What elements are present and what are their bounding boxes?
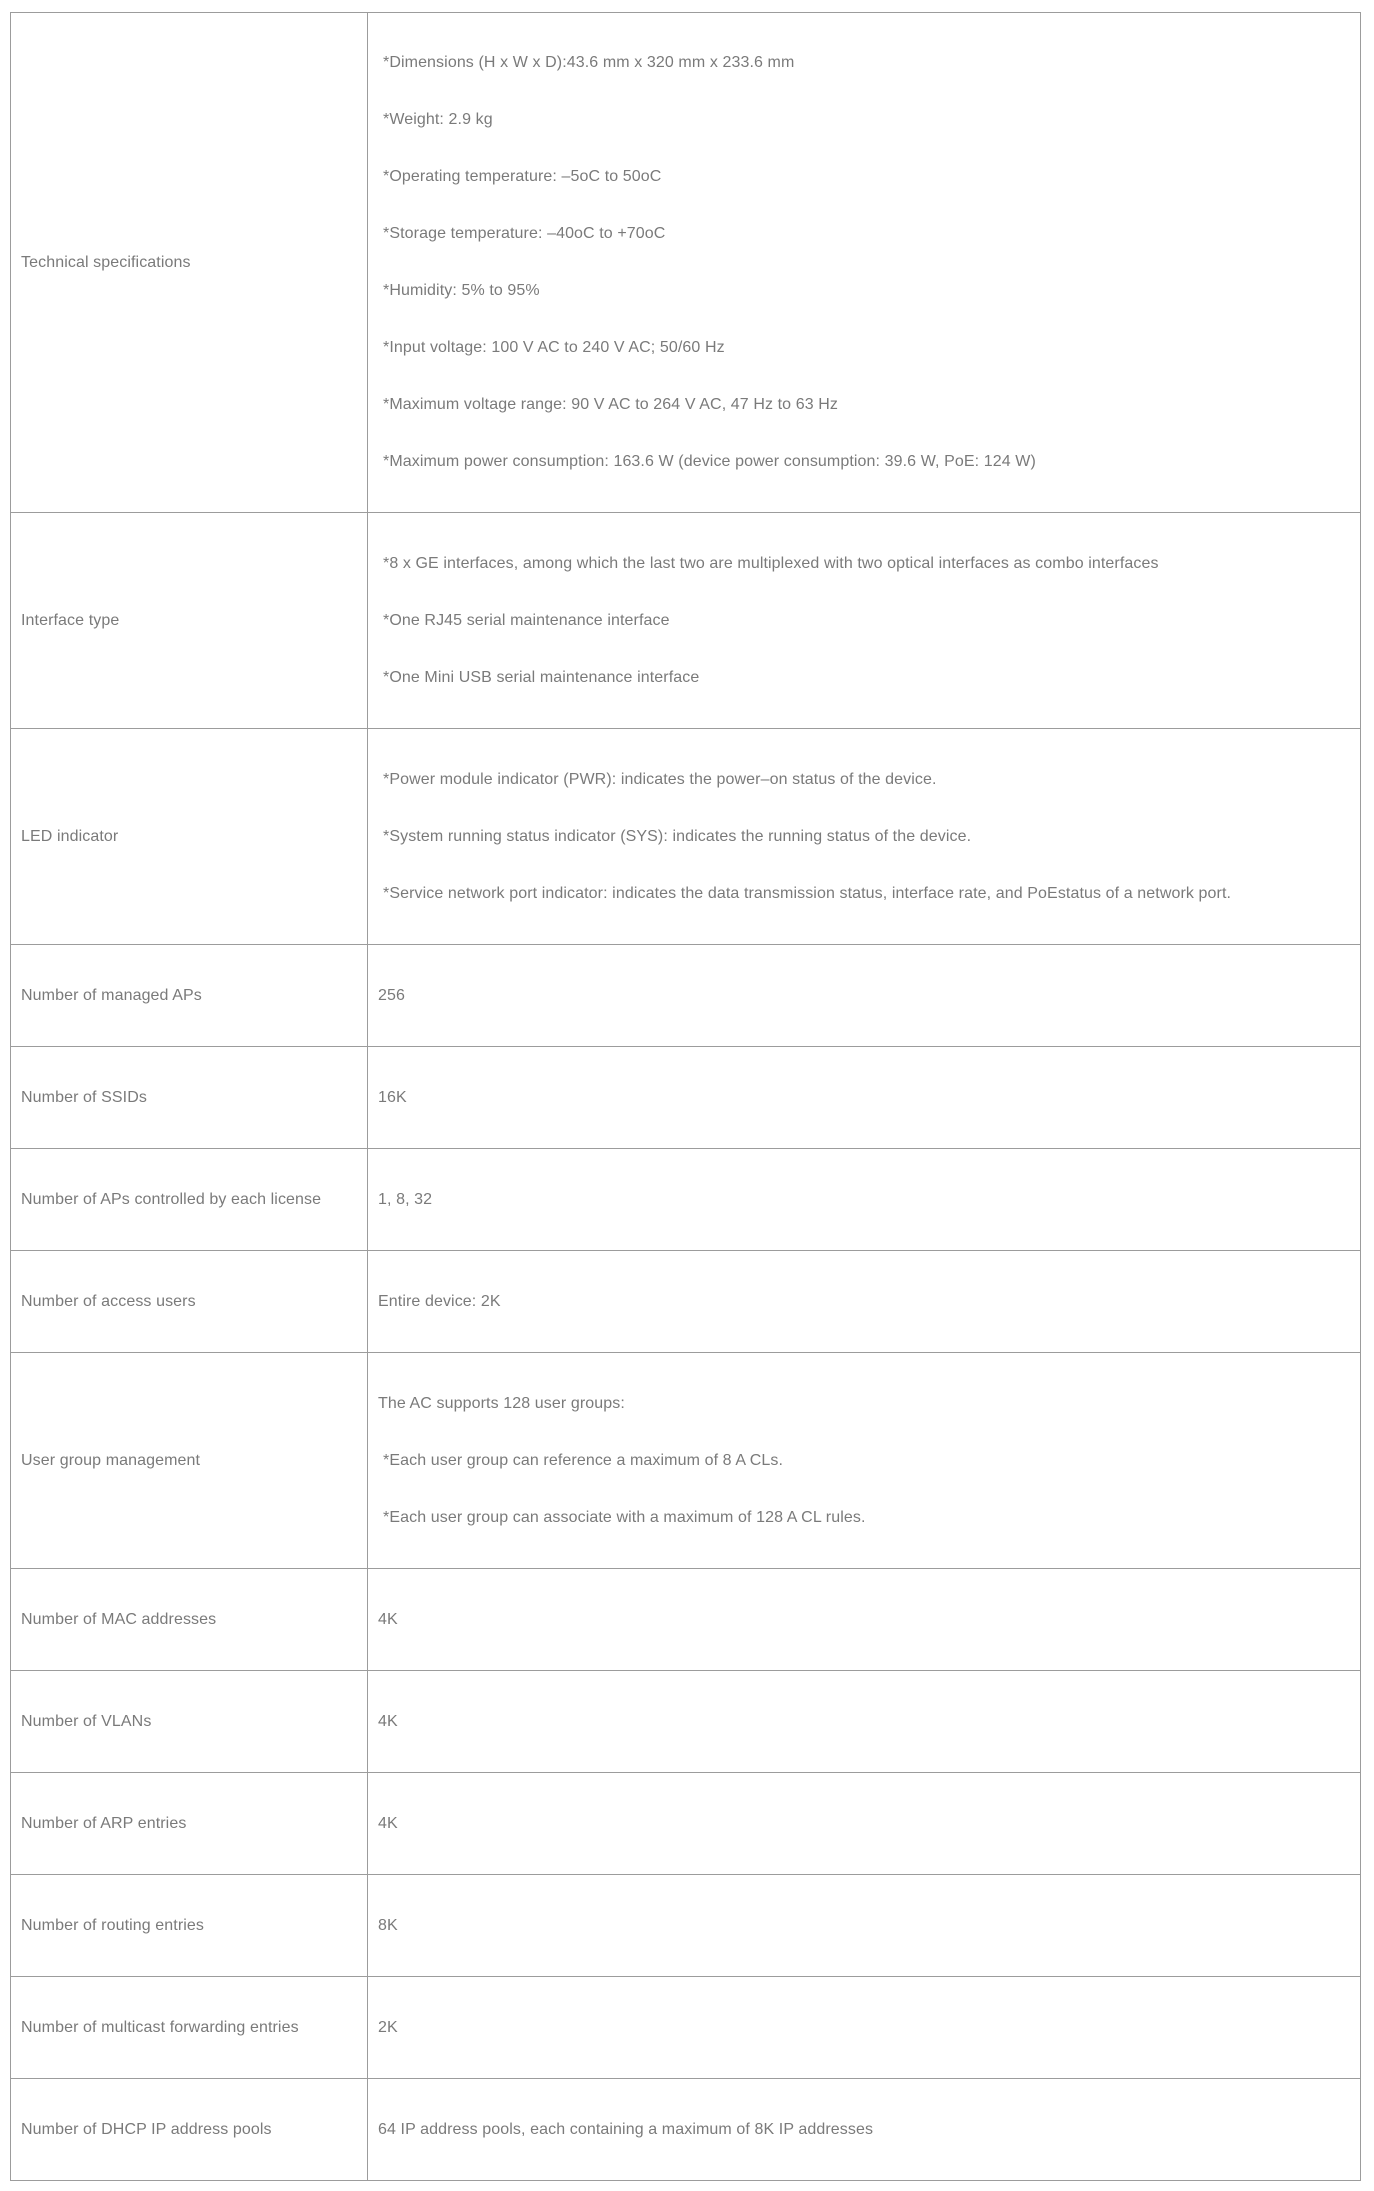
table-row	[11, 13, 1361, 513]
table-row	[11, 1353, 1361, 1569]
table-row	[11, 1047, 1361, 1149]
spec-line: *8 x GE interfaces, among which the last two are multiplexed with two optical interfaces as combo interfaces	[383, 554, 1159, 572]
spec-value-ssids	[368, 1047, 1361, 1149]
spec-label-arp-entries: Number of ARP entries	[11, 1773, 368, 1875]
table-row	[11, 1149, 1361, 1251]
spec-line: 4K	[378, 1712, 398, 1730]
spec-line: 4K	[378, 1610, 398, 1628]
spec-line: *Dimensions (H x W x D):43.6 mm x 320 mm x 233.6 mm	[383, 54, 795, 71]
spec-value-aps-per-license	[368, 1149, 1361, 1251]
spec-value-dhcp-pools	[368, 2079, 1361, 2181]
table-row	[11, 1671, 1361, 1773]
spec-value-vlans	[368, 1671, 1361, 1773]
spec-label-dhcp-pools: Number of DHCP IP address pools	[11, 2079, 368, 2181]
spec-line: 1, 8, 32	[378, 1190, 433, 1208]
table-row	[11, 945, 1361, 1047]
spec-line: *Power module indicator (PWR): indicates the power–on status of the device.	[383, 770, 937, 788]
spec-value-led-indicator	[368, 729, 1361, 945]
spec-label-technical-specifications: Technical specifications	[11, 13, 368, 513]
spec-line: 16K	[378, 1088, 407, 1106]
table-row	[11, 1569, 1361, 1671]
spec-label-interface-type: Interface type	[11, 513, 368, 729]
spec-line: *One RJ45 serial maintenance interface	[383, 611, 670, 629]
spec-line: *System running status indicator (SYS): indicates the running status of the device.	[383, 827, 972, 845]
spec-line: *Weight: 2.9 kg	[383, 111, 493, 128]
spec-label-access-users: Number of access users	[11, 1251, 368, 1353]
spec-line: 256	[378, 986, 405, 1004]
spec-line: *Maximum voltage range: 90 V AC to 264 V AC, 47 Hz to 63 Hz	[383, 396, 839, 413]
spec-label-multicast-entries: Number of multicast forwarding entries	[11, 1977, 368, 2079]
spec-label-mac-addresses: Number of MAC addresses	[11, 1569, 368, 1671]
table-row	[11, 2079, 1361, 2181]
spec-value-arp-entries	[368, 1773, 1361, 1875]
table-row	[11, 513, 1361, 729]
spec-label-managed-aps: Number of managed APs	[11, 945, 368, 1047]
spec-line: 64 IP address pools, each containing a maximum of 8K IP addresses	[378, 2120, 874, 2138]
spec-line: *Storage temperature: –40oC to +70oC	[383, 225, 666, 242]
table-row	[11, 729, 1361, 945]
spec-line: The AC supports 128 user groups:	[378, 1394, 625, 1412]
specifications-table-body	[11, 13, 1361, 2181]
spec-line: *One Mini USB serial maintenance interface	[383, 668, 700, 686]
spec-value-managed-aps	[368, 945, 1361, 1047]
spec-line: Entire device: 2K	[378, 1292, 501, 1310]
table-row	[11, 1251, 1361, 1353]
spec-value-interface-type	[368, 513, 1361, 729]
spec-line: *Operating temperature: –5oC to 50oC	[383, 168, 662, 185]
spec-label-aps-per-license: Number of APs controlled by each license	[11, 1149, 368, 1251]
spec-value-access-users	[368, 1251, 1361, 1353]
spec-value-multicast-entries	[368, 1977, 1361, 2079]
spec-value-routing-entries	[368, 1875, 1361, 1977]
spec-value-technical-specifications	[368, 13, 1361, 513]
spec-line: *Input voltage: 100 V AC to 240 V AC; 50/60 Hz	[383, 339, 725, 356]
spec-value-user-group-management	[368, 1353, 1361, 1569]
spec-line: *Humidity: 5% to 95%	[383, 282, 540, 299]
spec-line: 8K	[378, 1916, 398, 1934]
table-row	[11, 1773, 1361, 1875]
spec-line: *Each user group can reference a maximum of 8 A CLs.	[383, 1451, 784, 1469]
spec-value-mac-addresses	[368, 1569, 1361, 1671]
spec-label-routing-entries: Number of routing entries	[11, 1875, 368, 1977]
spec-label-vlans: Number of VLANs	[11, 1671, 368, 1773]
specifications-table	[10, 12, 1361, 2181]
spec-line: *Each user group can associate with a maximum of 128 A CL rules.	[383, 1508, 866, 1526]
table-row	[11, 1977, 1361, 2079]
spec-label-led-indicator: LED indicator	[11, 729, 368, 945]
spec-line: 2K	[378, 2018, 398, 2036]
spec-label-ssids: Number of SSIDs	[11, 1047, 368, 1149]
spec-line: *Maximum power consumption: 163.6 W (device power consumption: 39.6 W, PoE: 124 W)	[383, 453, 1036, 470]
table-row	[11, 1875, 1361, 1977]
spec-line: *Service network port indicator: indicates the data transmission status, interface rate, and PoEstatus of a network port.	[383, 884, 1232, 902]
spec-line: 4K	[378, 1814, 398, 1832]
spec-label-user-group-management: User group management	[11, 1353, 368, 1569]
